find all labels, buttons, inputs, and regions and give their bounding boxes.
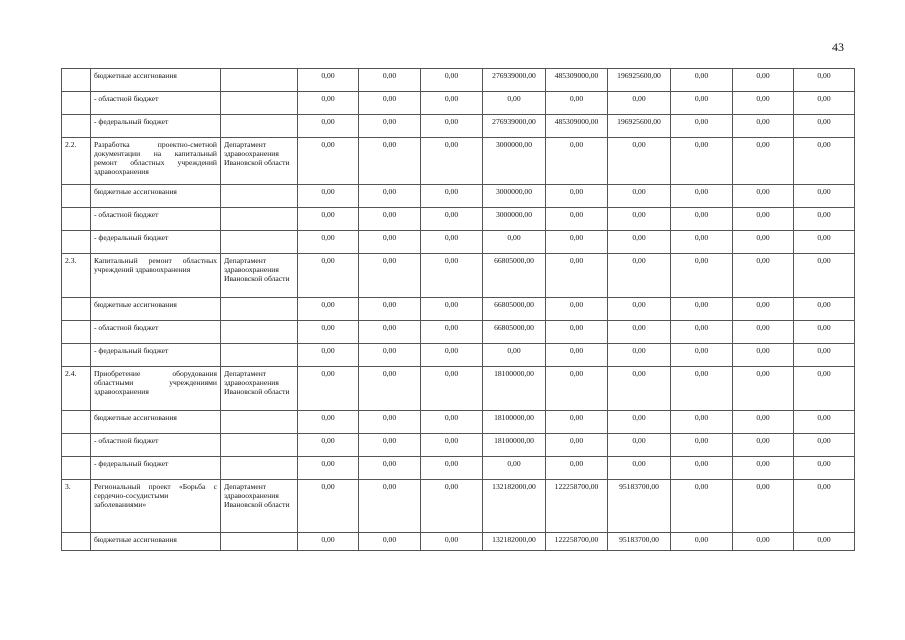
amount-cell: 0,00 xyxy=(298,321,359,344)
amount-cell: 0,00 xyxy=(298,480,359,533)
row-executor: Департамент здравоохранения Ивановской области xyxy=(221,480,298,533)
amount-cell: 0,00 xyxy=(671,69,733,92)
row-number xyxy=(62,321,91,344)
amount-cell: 0,00 xyxy=(671,411,733,434)
amount-cell: 0,00 xyxy=(298,138,359,185)
amount-cell: 0,00 xyxy=(421,69,483,92)
row-executor xyxy=(221,344,298,367)
amount-cell: 0,00 xyxy=(359,115,421,138)
amount-cell: 0,00 xyxy=(671,457,733,480)
row-name: бюджетные ассигнования xyxy=(91,411,221,434)
row-executor xyxy=(221,321,298,344)
amount-cell: 0,00 xyxy=(733,321,794,344)
row-number xyxy=(62,231,91,254)
amount-cell: 95183700,00 xyxy=(608,480,671,533)
row-name: - федеральный бюджет xyxy=(91,231,221,254)
funding-row xyxy=(62,533,855,551)
row-number xyxy=(62,208,91,231)
amount-cell: 0,00 xyxy=(359,208,421,231)
amount-cell: 0,00 xyxy=(359,138,421,185)
row-name: - федеральный бюджет xyxy=(91,344,221,367)
amount-cell: 0,00 xyxy=(546,138,608,185)
amount-cell: 0,00 xyxy=(733,138,794,185)
amount-cell: 0,00 xyxy=(794,411,855,434)
amount-cell: 0,00 xyxy=(421,533,483,551)
row-name: Разработка проектно-сметной документации на капитальный ремонт областных учреждений здравоохранения xyxy=(91,138,221,185)
amount-cell: 0,00 xyxy=(483,92,546,115)
amount-cell: 0,00 xyxy=(298,367,359,411)
amount-cell: 132182000,00 xyxy=(483,480,546,533)
amount-cell: 66805000,00 xyxy=(483,298,546,321)
amount-cell: 0,00 xyxy=(546,321,608,344)
amount-cell: 0,00 xyxy=(794,138,855,185)
row-executor xyxy=(221,208,298,231)
row-executor xyxy=(221,434,298,457)
amount-cell: 0,00 xyxy=(733,69,794,92)
funding-row xyxy=(62,231,855,254)
funding-row xyxy=(62,69,855,92)
project-row xyxy=(62,480,855,533)
amount-cell: 0,00 xyxy=(359,92,421,115)
row-executor: Департамент здравоохранения Ивановской области xyxy=(221,367,298,411)
row-name: - областной бюджет xyxy=(91,208,221,231)
amount-cell: 0,00 xyxy=(671,480,733,533)
amount-cell: 0,00 xyxy=(608,138,671,185)
row-name: - федеральный бюджет xyxy=(91,115,221,138)
amount-cell: 0,00 xyxy=(733,115,794,138)
amount-cell: 0,00 xyxy=(298,231,359,254)
amount-cell: 0,00 xyxy=(733,254,794,298)
amount-cell: 0,00 xyxy=(671,298,733,321)
amount-cell: 0,00 xyxy=(298,254,359,298)
amount-cell: 0,00 xyxy=(359,344,421,367)
amount-cell: 0,00 xyxy=(733,185,794,208)
amount-cell: 0,00 xyxy=(671,185,733,208)
amount-cell: 0,00 xyxy=(671,533,733,551)
amount-cell: 0,00 xyxy=(298,115,359,138)
funding-row xyxy=(62,344,855,367)
funding-row xyxy=(62,185,855,208)
row-executor xyxy=(221,115,298,138)
amount-cell: 122258700,00 xyxy=(546,533,608,551)
amount-cell: 0,00 xyxy=(298,185,359,208)
amount-cell: 0,00 xyxy=(546,185,608,208)
amount-cell: 0,00 xyxy=(298,92,359,115)
amount-cell: 0,00 xyxy=(359,457,421,480)
amount-cell: 0,00 xyxy=(421,480,483,533)
amount-cell: 0,00 xyxy=(546,92,608,115)
amount-cell: 0,00 xyxy=(421,231,483,254)
row-name: Капитальный ремонт областных учреждений здравоохранения xyxy=(91,254,221,298)
amount-cell: 18100000,00 xyxy=(483,411,546,434)
amount-cell: 0,00 xyxy=(733,208,794,231)
amount-cell: 0,00 xyxy=(546,344,608,367)
amount-cell: 95183700,00 xyxy=(608,533,671,551)
row-number: 2.3. xyxy=(62,254,91,298)
row-number xyxy=(62,92,91,115)
row-number xyxy=(62,533,91,551)
page-number: 43 xyxy=(832,40,844,54)
amount-cell: 0,00 xyxy=(546,367,608,411)
amount-cell: 0,00 xyxy=(733,457,794,480)
amount-cell: 0,00 xyxy=(671,92,733,115)
amount-cell: 0,00 xyxy=(359,434,421,457)
funding-row xyxy=(62,457,855,480)
amount-cell: 0,00 xyxy=(608,208,671,231)
amount-cell: 0,00 xyxy=(733,480,794,533)
amount-cell: 0,00 xyxy=(421,411,483,434)
amount-cell: 0,00 xyxy=(608,457,671,480)
row-name: Региональный проект «Борьба с сердечно-сосудистыми заболеваниями» xyxy=(91,480,221,533)
row-name: бюджетные ассигнования xyxy=(91,298,221,321)
amount-cell: 0,00 xyxy=(794,298,855,321)
amount-cell: 0,00 xyxy=(794,231,855,254)
amount-cell: 0,00 xyxy=(608,92,671,115)
amount-cell: 0,00 xyxy=(608,367,671,411)
amount-cell: 0,00 xyxy=(421,115,483,138)
row-number: 2.2. xyxy=(62,138,91,185)
amount-cell: 0,00 xyxy=(733,533,794,551)
amount-cell: 0,00 xyxy=(359,231,421,254)
amount-cell: 0,00 xyxy=(671,115,733,138)
row-number xyxy=(62,69,91,92)
amount-cell: 0,00 xyxy=(298,298,359,321)
amount-cell: 0,00 xyxy=(608,298,671,321)
amount-cell: 0,00 xyxy=(298,411,359,434)
amount-cell: 276939000,00 xyxy=(483,69,546,92)
amount-cell: 0,00 xyxy=(794,254,855,298)
amount-cell: 3000000,00 xyxy=(483,138,546,185)
amount-cell: 0,00 xyxy=(794,533,855,551)
amount-cell: 0,00 xyxy=(608,185,671,208)
funding-row xyxy=(62,208,855,231)
row-number xyxy=(62,115,91,138)
amount-cell: 0,00 xyxy=(546,208,608,231)
amount-cell: 132182000,00 xyxy=(483,533,546,551)
amount-cell: 0,00 xyxy=(359,298,421,321)
amount-cell: 0,00 xyxy=(794,480,855,533)
amount-cell: 0,00 xyxy=(733,411,794,434)
amount-cell: 0,00 xyxy=(546,411,608,434)
project-row xyxy=(62,367,855,411)
amount-cell: 0,00 xyxy=(733,92,794,115)
amount-cell: 0,00 xyxy=(546,231,608,254)
amount-cell: 0,00 xyxy=(608,321,671,344)
row-number xyxy=(62,185,91,208)
row-executor xyxy=(221,92,298,115)
amount-cell: 66805000,00 xyxy=(483,321,546,344)
funding-row xyxy=(62,411,855,434)
amount-cell: 0,00 xyxy=(794,69,855,92)
amount-cell: 0,00 xyxy=(298,457,359,480)
amount-cell: 0,00 xyxy=(298,533,359,551)
amount-cell: 0,00 xyxy=(794,367,855,411)
row-number xyxy=(62,434,91,457)
funding-row xyxy=(62,434,855,457)
amount-cell: 485309000,00 xyxy=(546,69,608,92)
amount-cell: 0,00 xyxy=(298,208,359,231)
funding-row xyxy=(62,92,855,115)
amount-cell: 0,00 xyxy=(671,254,733,298)
row-number xyxy=(62,411,91,434)
funding-row xyxy=(62,298,855,321)
row-name: - областной бюджет xyxy=(91,434,221,457)
amount-cell: 0,00 xyxy=(794,208,855,231)
amount-cell: 0,00 xyxy=(671,321,733,344)
amount-cell: 0,00 xyxy=(671,367,733,411)
amount-cell: 0,00 xyxy=(421,185,483,208)
amount-cell: 0,00 xyxy=(608,254,671,298)
amount-cell: 0,00 xyxy=(421,298,483,321)
amount-cell: 0,00 xyxy=(359,480,421,533)
amount-cell: 0,00 xyxy=(421,367,483,411)
funding-row xyxy=(62,321,855,344)
amount-cell: 0,00 xyxy=(794,344,855,367)
row-executor xyxy=(221,411,298,434)
amount-cell: 0,00 xyxy=(359,321,421,344)
funding-row xyxy=(62,115,855,138)
amount-cell: 0,00 xyxy=(671,344,733,367)
amount-cell: 0,00 xyxy=(421,208,483,231)
amount-cell: 0,00 xyxy=(608,434,671,457)
amount-cell: 0,00 xyxy=(483,231,546,254)
amount-cell: 0,00 xyxy=(671,231,733,254)
amount-cell: 0,00 xyxy=(671,208,733,231)
amount-cell: 0,00 xyxy=(671,138,733,185)
amount-cell: 0,00 xyxy=(794,92,855,115)
amount-cell: 3000000,00 xyxy=(483,208,546,231)
amount-cell: 0,00 xyxy=(421,457,483,480)
row-executor xyxy=(221,231,298,254)
amount-cell: 0,00 xyxy=(298,344,359,367)
amount-cell: 18100000,00 xyxy=(483,434,546,457)
row-name: - областной бюджет xyxy=(91,321,221,344)
amount-cell: 0,00 xyxy=(359,185,421,208)
amount-cell: 0,00 xyxy=(421,434,483,457)
amount-cell: 0,00 xyxy=(421,92,483,115)
row-executor xyxy=(221,533,298,551)
row-name: - областной бюджет xyxy=(91,92,221,115)
amount-cell: 0,00 xyxy=(483,344,546,367)
row-executor xyxy=(221,69,298,92)
amount-cell: 0,00 xyxy=(421,254,483,298)
amount-cell: 0,00 xyxy=(733,298,794,321)
amount-cell: 0,00 xyxy=(359,411,421,434)
amount-cell: 0,00 xyxy=(794,115,855,138)
amount-cell: 0,00 xyxy=(546,457,608,480)
amount-cell: 66805000,00 xyxy=(483,254,546,298)
row-name: бюджетные ассигнования xyxy=(91,185,221,208)
amount-cell: 0,00 xyxy=(421,321,483,344)
amount-cell: 0,00 xyxy=(733,344,794,367)
amount-cell: 196925600,00 xyxy=(608,69,671,92)
row-number: 2.4. xyxy=(62,367,91,411)
amount-cell: 0,00 xyxy=(733,434,794,457)
row-name: бюджетные ассигнования xyxy=(91,533,221,551)
row-executor: Департамент здравоохранения Ивановской области xyxy=(221,138,298,185)
amount-cell: 0,00 xyxy=(608,411,671,434)
amount-cell: 276939000,00 xyxy=(483,115,546,138)
amount-cell: 122258700,00 xyxy=(546,480,608,533)
amount-cell: 3000000,00 xyxy=(483,185,546,208)
amount-cell: 0,00 xyxy=(794,321,855,344)
amount-cell: 485309000,00 xyxy=(546,115,608,138)
budget-table xyxy=(61,68,855,551)
amount-cell: 0,00 xyxy=(794,185,855,208)
row-executor xyxy=(221,185,298,208)
row-number: 3. xyxy=(62,480,91,533)
project-row xyxy=(62,138,855,185)
row-number xyxy=(62,298,91,321)
amount-cell: 0,00 xyxy=(546,298,608,321)
budget-table-body xyxy=(62,69,855,551)
amount-cell: 0,00 xyxy=(421,138,483,185)
row-executor: Департамент здравоохранения Ивановской области xyxy=(221,254,298,298)
amount-cell: 0,00 xyxy=(671,434,733,457)
amount-cell: 0,00 xyxy=(794,434,855,457)
amount-cell: 196925600,00 xyxy=(608,115,671,138)
amount-cell: 0,00 xyxy=(546,254,608,298)
amount-cell: 0,00 xyxy=(608,344,671,367)
amount-cell: 0,00 xyxy=(608,231,671,254)
amount-cell: 0,00 xyxy=(359,69,421,92)
row-name: - федеральный бюджет xyxy=(91,457,221,480)
amount-cell: 0,00 xyxy=(359,367,421,411)
amount-cell: 0,00 xyxy=(733,367,794,411)
amount-cell: 0,00 xyxy=(298,434,359,457)
row-number xyxy=(62,344,91,367)
row-name: бюджетные ассигнования xyxy=(91,69,221,92)
amount-cell: 0,00 xyxy=(298,69,359,92)
amount-cell: 0,00 xyxy=(359,254,421,298)
amount-cell: 0,00 xyxy=(359,533,421,551)
row-number xyxy=(62,457,91,480)
amount-cell: 0,00 xyxy=(794,457,855,480)
amount-cell: 0,00 xyxy=(733,231,794,254)
project-row xyxy=(62,254,855,298)
row-executor xyxy=(221,298,298,321)
amount-cell: 0,00 xyxy=(546,434,608,457)
amount-cell: 0,00 xyxy=(483,457,546,480)
amount-cell: 0,00 xyxy=(421,344,483,367)
amount-cell: 18100000,00 xyxy=(483,367,546,411)
row-executor xyxy=(221,457,298,480)
row-name: Приобретение оборудования областными учреждениями здравоохранения xyxy=(91,367,221,411)
